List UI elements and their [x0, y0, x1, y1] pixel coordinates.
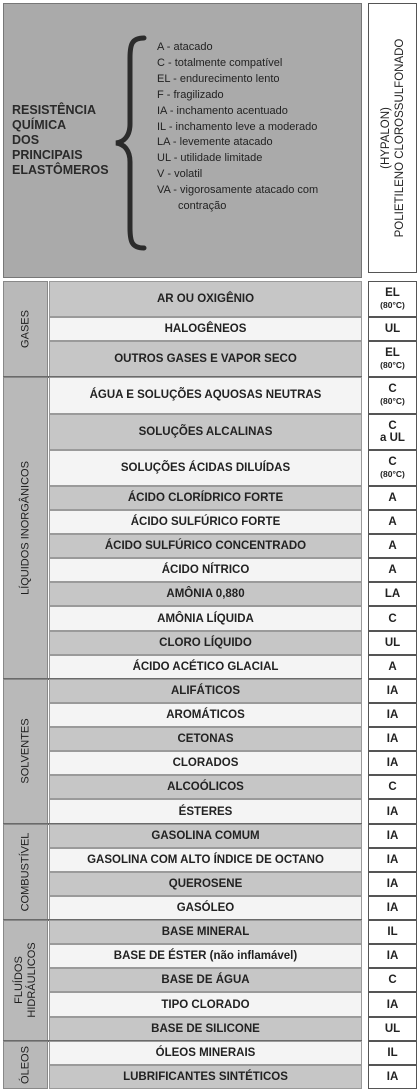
title-line: DOS [12, 133, 40, 147]
resistance-value [368, 920, 417, 944]
rating-code: C [388, 455, 397, 468]
rating-code: LA [384, 588, 401, 601]
rating-code: UL [384, 323, 401, 336]
resistance-value [368, 992, 417, 1016]
substance-name: BASE MINERAL [49, 920, 362, 944]
resistance-value [368, 1017, 417, 1041]
resistance-value [368, 510, 417, 534]
category-label [3, 679, 48, 824]
title-line: PRINCIPAIS [12, 148, 83, 162]
resistance-value [368, 377, 417, 413]
rating-note: a UL [380, 431, 405, 444]
rating-note: (80°C) [380, 360, 405, 371]
rating-code: IA [386, 877, 399, 890]
resistance-value [368, 558, 417, 582]
resistance-value [368, 824, 417, 848]
category-label-line: HIDRÁULICOS [25, 942, 38, 1019]
rating-code: IA [386, 709, 399, 722]
substance-name: ÁCIDO CLORÍDRICO FORTE [49, 486, 362, 510]
legend-item: EL - endurecimento lento [157, 72, 280, 85]
category-label-text [13, 943, 39, 1018]
resistance-value [368, 582, 417, 606]
rating-code: IA [386, 853, 399, 866]
table-title [12, 103, 112, 178]
category-label-line: LÍQUIDOS INORGÂNICOS [19, 461, 31, 596]
rating-code: C [388, 383, 397, 396]
substance-name: HALOGÊNEOS [49, 317, 362, 341]
substance-name: GASÓLEO [49, 896, 362, 920]
category-label-text [19, 461, 32, 595]
category-label [3, 281, 48, 377]
rating-code: IA [386, 757, 399, 770]
resistance-value [368, 944, 417, 968]
rating-code: IA [386, 902, 399, 915]
substance-name: ÁCIDO NÍTRICO [49, 558, 362, 582]
resistance-value [368, 775, 417, 799]
substance-name: OUTROS GASES E VAPOR SECO [49, 341, 362, 377]
resistance-value [368, 341, 417, 377]
title-line: QUÍMICA [12, 118, 67, 132]
resistance-value [368, 703, 417, 727]
rating-code: UL [384, 1022, 401, 1035]
rating-code: A [388, 516, 397, 528]
substance-name: TIPO CLORADO [49, 992, 362, 1016]
substance-name: ALCOÓLICOS [49, 775, 362, 799]
category-label-text [19, 832, 32, 911]
rating-code: IA [386, 1070, 399, 1083]
substance-name: ÉSTERES [49, 799, 362, 823]
rating-code: IA [386, 998, 399, 1011]
legend-item: C - totalmente compatível [157, 56, 283, 69]
substance-name: SOLUÇÕES ALCALINAS [49, 414, 362, 450]
resistance-value [368, 896, 417, 920]
resistance-value [368, 606, 417, 630]
rating-code: A [388, 564, 397, 577]
resistance-value [368, 655, 417, 679]
resistance-value [368, 751, 417, 775]
substance-name: ÁCIDO SULFÚRICO CONCENTRADO [49, 534, 362, 558]
substance-name: QUEROSENE [49, 872, 362, 896]
rating-code: A [388, 540, 397, 553]
legend-item: F - fragilizado [157, 88, 224, 101]
substance-name: AMÔNIA 0,880 [49, 582, 362, 606]
legend-list [157, 40, 362, 215]
resistance-value [368, 727, 417, 751]
substance-name: LUBRIFICANTES SINTÉTICOS [49, 1065, 362, 1089]
rating-code: IA [386, 805, 399, 818]
category-label-line: COMBUSTÍVEL [19, 832, 31, 912]
substance-name: ÁCIDO ACÉTICO GLACIAL [49, 655, 362, 679]
rating-note: (80°C) [380, 468, 405, 479]
substance-name: AMÔNIA LÍQUIDA [49, 606, 362, 630]
category-label [3, 377, 48, 678]
category-label-line: SOLVENTES [19, 718, 31, 784]
rating-code: C [388, 974, 397, 987]
category-label-text [19, 310, 32, 348]
resistance-value [368, 631, 417, 655]
category-label-text [19, 719, 32, 784]
column-header-line: (HYPALON) [379, 107, 392, 169]
legend-item: VA - vigorosamente atacado com [157, 184, 319, 197]
resistance-value [368, 486, 417, 510]
substance-name: GASOLINA COM ALTO ÍNDICE DE OCTANO [49, 848, 362, 872]
legend-item: UL - utilidade limitade [157, 152, 263, 165]
rating-code: EL [385, 287, 400, 300]
column-header-line: POLIETILENO CLOROSSULFONADO [393, 38, 406, 238]
resistance-value [368, 848, 417, 872]
legend-item: contração [178, 200, 227, 213]
rating-code: IL [387, 926, 398, 939]
resistance-value [368, 872, 417, 896]
substance-name: GASOLINA COMUM [49, 824, 362, 848]
rating-code: IA [386, 733, 399, 746]
rating-code: IA [386, 684, 399, 697]
category-label-text [19, 1046, 32, 1084]
rating-code: IL [387, 1046, 398, 1059]
resistance-value [368, 1065, 417, 1089]
legend-item: LA - levemente atacado [157, 136, 273, 149]
substance-name: ÓLEOS MINERAIS [49, 1041, 362, 1065]
rating-note: (80°C) [380, 300, 405, 311]
column-header [368, 3, 417, 273]
resistance-value [368, 281, 417, 317]
category-label-line: FLUÍDOS [12, 956, 25, 1005]
resistance-value [368, 534, 417, 558]
rating-code: IA [386, 950, 399, 963]
column-header-text [379, 39, 407, 238]
curly-brace-icon [112, 32, 158, 254]
substance-name: CLORO LÍQUIDO [49, 631, 362, 655]
legend-item: IA - inchamento acentuado [157, 104, 288, 117]
substance-name: BASE DE ÉSTER (não inflamável) [49, 944, 362, 968]
substance-name: CLORADOS [49, 751, 362, 775]
rating-code: A [388, 491, 397, 504]
legend-item: A - atacado [157, 41, 213, 53]
resistance-value [368, 799, 417, 823]
substance-name: ÁCIDO SULFÚRICO FORTE [49, 510, 362, 534]
rating-code: C [388, 781, 397, 794]
category-label-line: ÓLEOS [19, 1045, 31, 1084]
category-label [3, 824, 48, 921]
title-line: RESISTÊNCIA [12, 103, 97, 117]
resistance-value [368, 968, 417, 992]
category-label [3, 920, 48, 1041]
rating-note: (80°C) [380, 396, 405, 407]
substance-name: AROMÁTICOS [49, 703, 362, 727]
resistance-value [368, 414, 417, 450]
resistance-value [368, 1041, 417, 1065]
rating-code: UL [384, 636, 401, 649]
legend-item: IL - inchamento leve a moderado [157, 120, 318, 133]
rating-code: C [388, 419, 397, 432]
rating-code: IA [386, 829, 399, 842]
substance-name: AR OU OXIGÊNIO [49, 281, 362, 317]
legend-item: V - volatil [157, 168, 203, 181]
rating-code: C [388, 612, 397, 625]
substance-name: ALIFÁTICOS [49, 679, 362, 703]
category-label-line: GASES [19, 310, 31, 349]
resistance-value [368, 679, 417, 703]
substance-name: CETONAS [49, 727, 362, 751]
rating-code: EL [385, 347, 400, 360]
resistance-value [368, 450, 417, 486]
rating-code: A [388, 660, 397, 673]
substance-name: BASE DE ÁGUA [49, 968, 362, 992]
category-label [3, 1041, 48, 1089]
substance-name: BASE DE SILICONE [49, 1017, 362, 1041]
title-line: ELASTÔMEROS [12, 163, 109, 177]
substance-name: ÁGUA E SOLUÇÕES AQUOSAS NEUTRAS [49, 377, 362, 413]
substance-name: SOLUÇÕES ÁCIDAS DILUÍDAS [49, 450, 362, 486]
resistance-value [368, 317, 417, 341]
